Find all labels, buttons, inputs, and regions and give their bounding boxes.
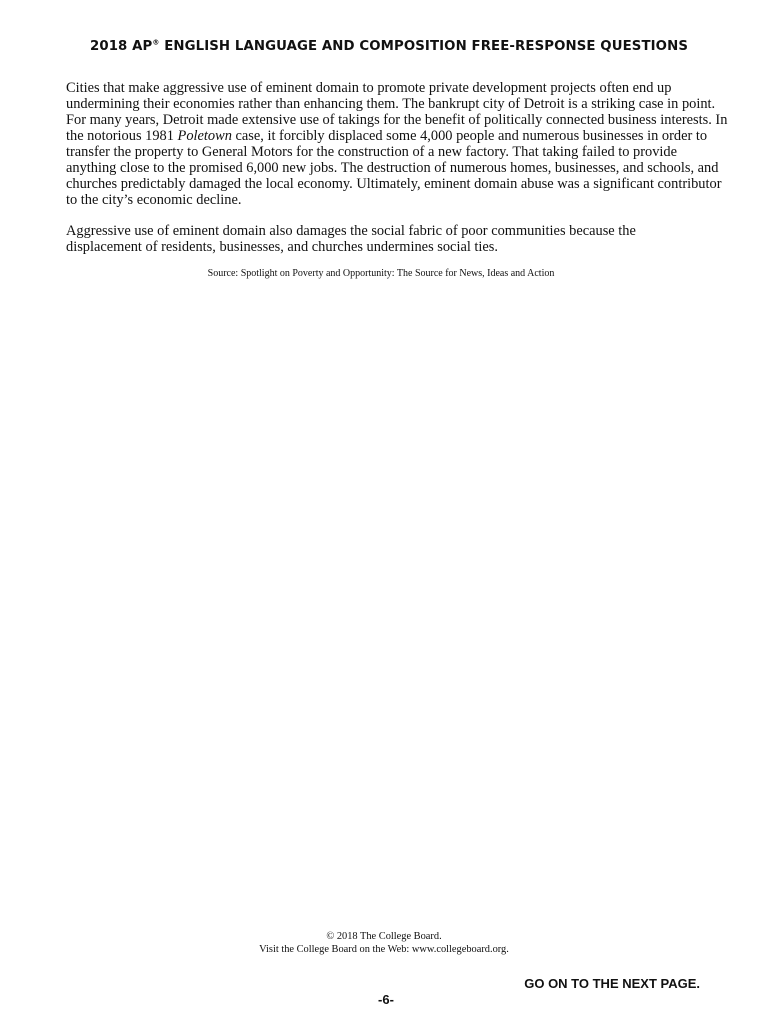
paragraph-line: [66, 128, 706, 144]
header-title-prefix: 2018 AP: [90, 39, 153, 54]
source-citation: Source: Spotlight on Poverty and Opportunity: The Source for News, Ideas and Action: [207, 268, 555, 279]
line-text: the notorious 1981: [66, 128, 178, 144]
page-number: -6-: [378, 992, 394, 1007]
paragraph-line: undermining their economies rather than enhancing them. The bankrupt city of Detroit is a striking case in point.: [66, 96, 716, 112]
paragraph-line: to the city’s economic decline.: [66, 192, 242, 208]
case-name-italic: Poletown: [177, 128, 232, 144]
website-notice: Visit the College Board on the Web: www.collegeboard.org.: [259, 944, 509, 955]
paragraph-line: Cities that make aggressive use of eminent domain to promote private development projects often end up: [66, 80, 672, 96]
copyright-notice: © 2018 The College Board.: [326, 931, 442, 942]
paragraph-line: churches predictably damaged the local economy. Ultimately, eminent domain abuse was a significant contributor: [66, 176, 722, 192]
paragraph-line: transfer the property to General Motors for the construction of a new factory. That taking failed to provide: [66, 144, 677, 160]
go-to-next-page-note: GO ON TO THE NEXT PAGE.: [524, 976, 700, 991]
paragraph-line: Aggressive use of eminent domain also damages the social fabric of poor communities because the: [66, 223, 636, 239]
paragraph-line: anything close to the promised 6,000 new jobs. The destruction of numerous homes, businesses, and schools, and: [66, 160, 719, 176]
footer-copyright-block: [0, 930, 768, 956]
paragraph-1: [66, 80, 728, 208]
passage-body: [66, 80, 728, 270]
line-text: case, it forcibly displaced some 4,000 people and numerous businesses in order to: [231, 128, 708, 144]
paragraph-line: For many years, Detroit made extensive use of takings for the benefit of politically connected business interests. In: [66, 112, 728, 128]
paragraph-line: displacement of residents, businesses, and churches undermines social ties.: [66, 239, 499, 255]
page-header-title: [0, 38, 768, 56]
header-title-rest: ENGLISH LANGUAGE AND COMPOSITION FREE-RESPONSE QUESTIONS: [159, 39, 688, 54]
registered-mark: ®: [152, 38, 160, 47]
paragraph-2: [66, 223, 706, 255]
